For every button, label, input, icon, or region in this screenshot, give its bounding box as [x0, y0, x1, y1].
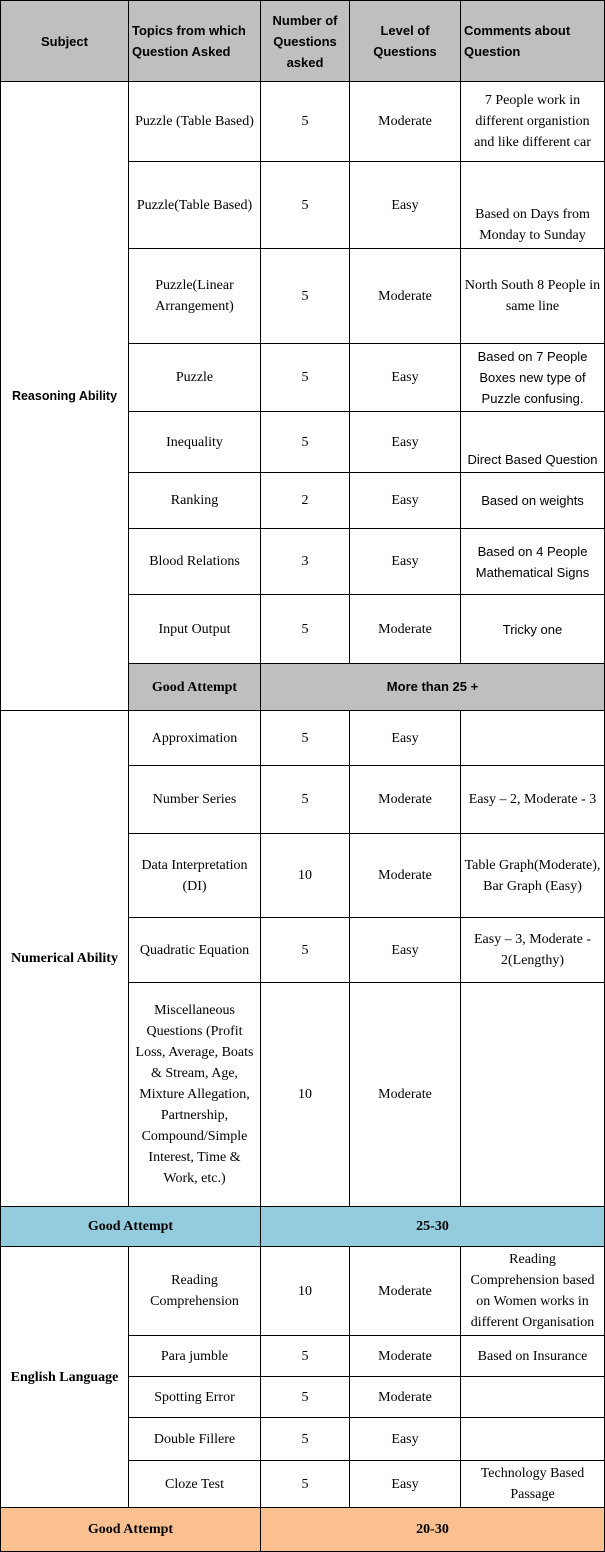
- level-cell: Moderate: [350, 1377, 461, 1418]
- topic-cell: Double Fillere: [129, 1418, 261, 1461]
- topic-cell: Ranking: [129, 473, 261, 529]
- comment-cell: Based on 4 People Mathematical Signs: [461, 529, 605, 595]
- number-cell: 5: [261, 344, 350, 412]
- number-cell: 5: [261, 595, 350, 664]
- good-attempt-value: 25-30: [261, 1207, 605, 1247]
- good-attempt-label: Good Attempt: [129, 664, 261, 711]
- topic-cell: Cloze Test: [129, 1461, 261, 1508]
- level-cell: Moderate: [350, 1336, 461, 1377]
- topic-cell: Miscellaneous Questions (Profit Loss, Average, Boats & Stream, Age, Mixture Allegation, Partnership, Compound/Simple Interest, Time & Work, etc.): [129, 983, 261, 1207]
- number-cell: 5: [261, 1418, 350, 1461]
- table-row: [1, 711, 605, 766]
- level-cell: Moderate: [350, 983, 461, 1207]
- number-cell: 5: [261, 1461, 350, 1508]
- good-attempt-row: [1, 1508, 605, 1552]
- level-cell: Easy: [350, 1418, 461, 1461]
- table-row: [1, 1247, 605, 1336]
- level-cell: Easy: [350, 162, 461, 249]
- level-cell: Easy: [350, 473, 461, 529]
- level-cell: Easy: [350, 529, 461, 595]
- number-cell: 5: [261, 1377, 350, 1418]
- topic-cell: Spotting Error: [129, 1377, 261, 1418]
- number-cell: 3: [261, 529, 350, 595]
- level-cell: Easy: [350, 711, 461, 766]
- comment-cell: Direct Based Question: [461, 412, 605, 473]
- topic-cell: Data Interpretation (DI): [129, 834, 261, 918]
- topic-cell: Input Output: [129, 595, 261, 664]
- good-attempt-row: [1, 1207, 605, 1247]
- comment-cell: Easy – 2, Moderate - 3: [461, 766, 605, 834]
- header-subject: Subject: [1, 1, 129, 82]
- level-cell: Easy: [350, 1461, 461, 1508]
- number-cell: 5: [261, 711, 350, 766]
- level-cell: Moderate: [350, 82, 461, 162]
- level-cell: Moderate: [350, 249, 461, 344]
- number-cell: 10: [261, 1247, 350, 1336]
- header-topics: Topics from which Question Asked: [129, 1, 261, 82]
- level-cell: Easy: [350, 412, 461, 473]
- number-cell: 5: [261, 249, 350, 344]
- number-cell: 5: [261, 162, 350, 249]
- header-number: Number of Questions asked: [261, 1, 350, 82]
- comment-cell: Technology Based Passage: [461, 1461, 605, 1508]
- level-cell: Moderate: [350, 834, 461, 918]
- topic-cell: Puzzle(Linear Arrangement): [129, 249, 261, 344]
- topic-cell: Para jumble: [129, 1336, 261, 1377]
- comment-cell: Based on Insurance: [461, 1336, 605, 1377]
- number-cell: 5: [261, 82, 350, 162]
- topic-cell: Approximation: [129, 711, 261, 766]
- comment-cell: [461, 711, 605, 766]
- good-attempt-value-text: More than 25 +: [386, 679, 479, 694]
- topic-cell: Blood Relations: [129, 529, 261, 595]
- topic-cell: Inequality: [129, 412, 261, 473]
- comment-cell: Based on weights: [461, 473, 605, 529]
- header-comments: Comments about Question: [461, 1, 605, 82]
- level-cell: Moderate: [350, 595, 461, 664]
- subject-english-language: English Language: [1, 1247, 129, 1508]
- good-attempt-label: Good Attempt: [1, 1207, 261, 1247]
- comment-cell: 7 People work in different organistion and like different car: [461, 82, 605, 162]
- topic-cell: Quadratic Equation: [129, 918, 261, 983]
- comment-cell: Reading Comprehension based on Women works in different Organisation: [461, 1247, 605, 1336]
- comment-cell: Table Graph(Moderate), Bar Graph (Easy): [461, 834, 605, 918]
- comment-cell: Easy – 3, Moderate - 2(Lengthy): [461, 918, 605, 983]
- header-row: [1, 1, 605, 82]
- comment-cell: [461, 1418, 605, 1461]
- level-cell: Moderate: [350, 1247, 461, 1336]
- number-cell: 5: [261, 918, 350, 983]
- comment-cell: Based on Days from Monday to Sunday: [461, 162, 605, 249]
- comment-cell: Tricky one: [461, 595, 605, 664]
- topic-cell: Reading Comprehension: [129, 1247, 261, 1336]
- subject-reasoning-ability: Reasoning Ability: [1, 82, 129, 711]
- comment-cell: Based on 7 People Boxes new type of Puzzle confusing.: [461, 344, 605, 412]
- good-attempt-value: 20-30: [261, 1508, 605, 1552]
- topic-cell: Puzzle(Table Based): [129, 162, 261, 249]
- topic-cell: Number Series: [129, 766, 261, 834]
- comment-cell: [461, 983, 605, 1207]
- number-cell: 5: [261, 1336, 350, 1377]
- topic-cell: Puzzle (Table Based): [129, 82, 261, 162]
- level-cell: Moderate: [350, 766, 461, 834]
- number-cell: 10: [261, 834, 350, 918]
- level-cell: Easy: [350, 344, 461, 412]
- subject-numerical-ability: Numerical Ability: [1, 711, 129, 1207]
- good-attempt-value: [261, 664, 605, 711]
- good-attempt-label: Good Attempt: [1, 1508, 261, 1552]
- comment-cell: [461, 1377, 605, 1418]
- table-row: [1, 82, 605, 162]
- number-cell: 2: [261, 473, 350, 529]
- comment-cell: North South 8 People in same line: [461, 249, 605, 344]
- number-cell: 5: [261, 412, 350, 473]
- level-cell: Easy: [350, 918, 461, 983]
- number-cell: 5: [261, 766, 350, 834]
- header-level: Level of Questions: [350, 1, 461, 82]
- number-cell: 10: [261, 983, 350, 1207]
- topic-cell: Puzzle: [129, 344, 261, 412]
